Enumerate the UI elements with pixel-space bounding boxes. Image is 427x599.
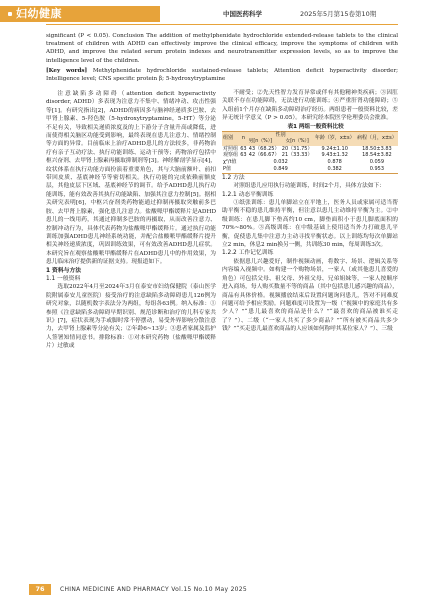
- section-title-text: 妇幼健康: [16, 7, 62, 20]
- intro-paragraph: 注意缺陷多动障碍（attention deficit hyperactivity disorder, ADHD）多表现为注意力不集中、情绪冲动、攻击性强等[1]。有研究指出[2]，ADHD的病因多与脑神经递质多巴胺、去甲肾上腺素、5-羟色胺（5-hydroxytryptamine，5-HT）等分泌不足有关，导致相关递质浓度及的上下游分子含量升高或降低，进而使得相关脑区功能受到影响，最终表现在患儿注意力、情绪控制等方面的异常。目前临床上治疗ADHD患儿的方法较多，非药物治疗有亲子互动疗法、执行功能训练、运动干预等；药物治疗包括中枢兴奋剂、去甲肾上腺素再摄取抑制剂等[3]。神经解剖学显示[4]，纹状体系在执行功能方面扮演着重要角色，其与大脑前额叶、前扣带回皮质、基底神经节等密切相关。执行功能的完成依赖前额皮层，其他皮层下区域、基底神经节的调节。给予ADHD患儿执行功能训练，能有效改善其执行功能缺陷、加强其注意力控制[5]。据相关研究表明[6]，中枢兴奋剂类药物能通过抑制再摄取突触前多巴胺、去甲肾上腺素，强化患儿注意力。盐酸哌甲酯缓释片是ADHD患儿的一线用药，其通过抑制多巴胺的再摄取，从而改善注意力、控制冲动行为，具体代表药物为盐酸哌甲酯缓释片。通过执行功能训练加强ADHD患儿神经系统功能，并配合盐酸哌甲酯缓释片提升相关神经递质浓度，巩固训练效果，可有效改善ADHD患儿症状。本研究旨在观察盐酸哌甲酯缓释片在ADHD患儿中的作用效果，为患儿临床治疗提供新的证据支持。现报道如下。: [46, 91, 216, 266]
- subsection-heading-memory: 1.2.2 工作记忆训练: [222, 250, 274, 257]
- footer-journal: CHINA MEDICINE AND PHARMACY Vol.15 No.10 May 2025: [60, 586, 248, 593]
- table-row: [222, 159, 398, 166]
- table-cell: 42（66.67）: [248, 152, 280, 159]
- table-cell: P值: [222, 166, 239, 173]
- table-cell: 0.878: [327, 159, 342, 166]
- keywords-label: [Key words]: [46, 67, 88, 74]
- issue-date: 2025年5月第15卷第10期: [300, 10, 377, 18]
- table-cell: 21（33.33）: [281, 152, 313, 159]
- table-cell: 20（31.75）: [281, 145, 313, 152]
- criteria-paragraph: 不耐受；②先天性智力发育异常或伴有其他精神类疾病；③因肛关联不存在功能障碍，无法进行功能训练；④严重肝肾功能障碍；⑤入组前1个月存在缺陷多动障碍治疗经历。两组患者一般资料比较，差异无统计学意义（P > 0.05）。本研究经本院医学伦理委员会批准。: [222, 90, 398, 122]
- col-sex-female: 女[n（%）]: [285, 138, 309, 144]
- table-cell: 0.382: [314, 166, 356, 173]
- col-n: n: [239, 132, 247, 146]
- col-course: 病程（月，x±s）: [356, 132, 398, 146]
- table-cell: 18.50±3.83: [362, 145, 392, 152]
- table-cell: 9.43±1.32: [321, 152, 348, 159]
- english-abstract: [46, 32, 398, 83]
- table-row: [222, 146, 398, 153]
- page-header: [0, 0, 427, 26]
- section-title: [8, 6, 62, 22]
- table-title: 表1 两组一般资料比较: [287, 123, 344, 130]
- col-age: 年龄（岁，x±s）: [314, 132, 356, 146]
- table-cell: 观察组: [223, 152, 239, 159]
- table-cell: 0.953: [356, 166, 398, 173]
- table-cell: 9.24±1.10: [321, 145, 348, 152]
- balance-training-paragraph: ①纸张训练：患儿单脚站立在平地上，医务人员或家属可适当帮助平衡不稳的患儿维持平衡，但注意以患儿主动维持平衡为主。②中级训练：在患儿脚下垫高约10 cm，脚垫面积小于患儿脚底面积的70%~80%。③高级训练：在中级基础上使用适当外力打破患儿平衡，促使患儿集中注意力主动寻找平衡状态。以上训练均每次单脚站立2 min，休息2 min换另一侧，共训练30 min，每周训练3次。: [222, 200, 398, 249]
- abstract-text: significant (P < 0.05). Conclusion The addition of methylphenidate hydrochloride extended-release tablets to the clinical treatment of children with ADHD can effectively improve the clinical efficacy, improve the symptoms of children with ADHD, and improve the related serum protein indexes and neurotransmitter expression levels, so as to improve the intelligence level of the children.: [46, 33, 398, 64]
- table-cell: [239, 166, 247, 173]
- col-sex-male: 男[n（%）]: [248, 138, 272, 144]
- table-cell: 63: [240, 152, 247, 159]
- table-cell: 43（68.25）: [248, 145, 280, 152]
- table-cell: [239, 159, 247, 166]
- table-cell: 63: [240, 145, 247, 152]
- col-group: 组别: [222, 132, 239, 146]
- subsection-heading-general: 1.1 一般资料: [46, 275, 81, 282]
- table-cell: 0.059: [369, 159, 385, 166]
- left-column: [46, 90, 216, 351]
- table-cell: 18.54±3.82: [362, 152, 392, 159]
- journal-name: 中国医药科学: [223, 10, 262, 18]
- baseline-table: [222, 131, 398, 174]
- section-heading-methods: 1 资料与方法: [46, 267, 82, 274]
- memory-training-paragraph: 依据患儿兴趣爱好，制作视频动画，将数字、场景、逻辑关系等内容编入视频中。如构建一个购物场景，一家人（或其他患儿喜爱的角色）可包括父母、祖父母、外祖父母、兄弟姐妹等，一家人按顺序进入商场，每人购买数量不等的商品（其中包括患儿感兴趣的商品），商品有具体价格。视频播放结束后设置问题询问患儿，答对不同难度问题可给予相应奖励。问题难度可设置为一级（“视频中的家庭共有多少人？”“患儿最喜欢的商品是什么？”“最喜欢的商品被谁买走了？”）、二级（“一家人共买了多少商品？”“所有被买商品共多少钱？”“买走患儿最喜欢商品的人应该如何称呼其某位家人？”）、三级: [222, 258, 398, 333]
- table-cell: 0.849: [248, 166, 314, 173]
- col-sex: 性别: [248, 132, 314, 139]
- table-cell: 对照组: [223, 145, 239, 152]
- table-row: [222, 152, 398, 159]
- header-divider: [46, 24, 398, 25]
- keywords: [46, 67, 398, 83]
- keywords-text: Methylphenidate hydrochloride sustained-release tablets; Attention deficit hyperactivity disorder; Intelligence level; CNS specific protein β; 5-hydroxytryptamine: [46, 67, 399, 83]
- subsection-heading-balance: 1.2.1 动态平衡训练: [222, 191, 274, 198]
- subsection-heading-method: 1.2 方法: [222, 174, 245, 181]
- general-info-paragraph: 选取2022年4月至2024年3月在泰安市妇幼保健院（泰山医学院附属泰安儿童医院）接受治疗的注意缺陷多动障碍患儿126例为研究对象，以随机数字表法分为两组，每组各63例。纳入标准：①参照《注意缺陷多动障碍早期识别、规范诊断和治疗的儿科专家共识》[7]，症状表现为手或脚时常不停摆动，易受外界影响分散注意力，去甲肾上腺素等分泌有关；②年龄6~13岁；③患者家属及监护人签署知情同意书。排除标准：①对本研究药物（盐酸哌甲酯缓释片）过敏或: [46, 284, 216, 350]
- right-column: [222, 89, 398, 334]
- bullet-icon: [8, 12, 12, 16]
- table-row: [222, 166, 398, 173]
- table-cell: χ²/t值: [223, 159, 237, 166]
- table-cell: 0.032: [273, 159, 288, 166]
- method-intro-paragraph: 对照组患儿应用执行功能训练，时间2个月，具体方法如下：: [233, 183, 385, 190]
- page-number: 76: [35, 585, 45, 593]
